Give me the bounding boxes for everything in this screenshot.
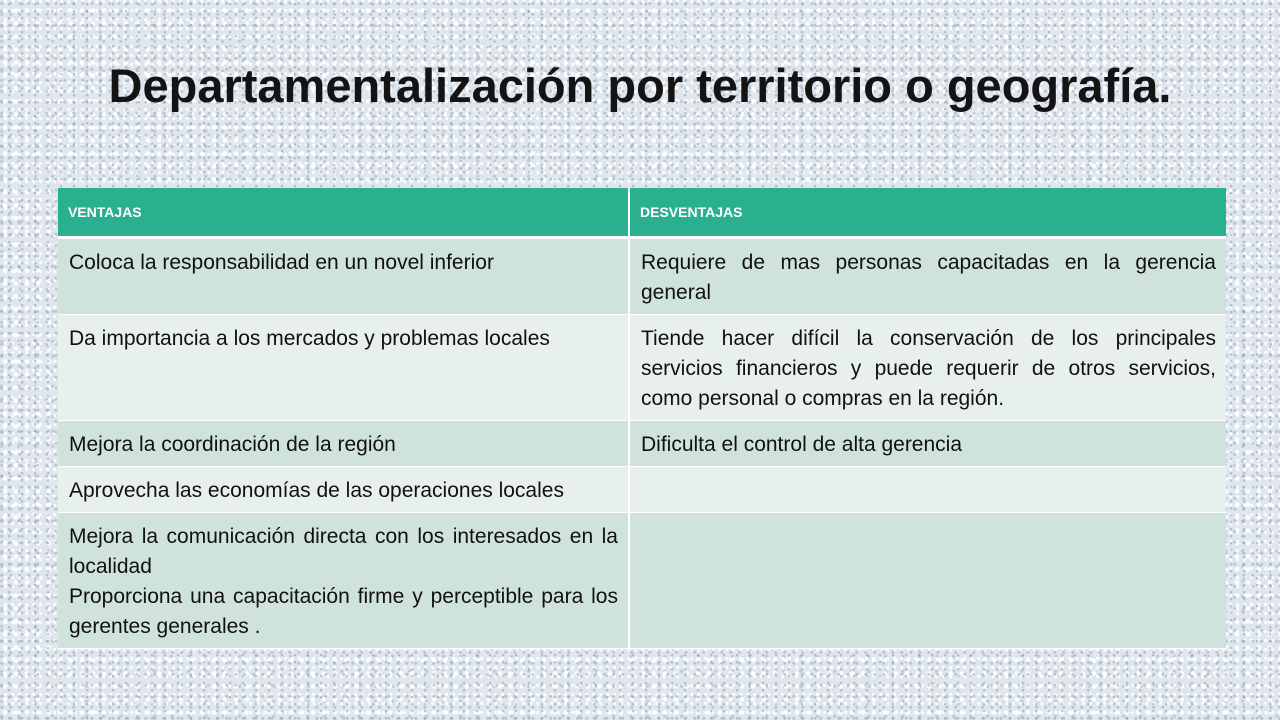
ventaja-text: Mejora la comunicación directa con los interesados en la localidad bbox=[69, 525, 618, 578]
pros-cons-table-container bbox=[58, 188, 1226, 649]
table-header-row bbox=[58, 188, 1226, 238]
ventaja-cell bbox=[58, 467, 629, 513]
desventaja-cell bbox=[629, 513, 1226, 649]
table-row bbox=[58, 421, 1226, 467]
ventaja-cell bbox=[58, 315, 629, 421]
ventaja-cell bbox=[58, 513, 629, 649]
slide-title: Departamentalización por territorio o geografía. bbox=[108, 59, 1172, 112]
table-row bbox=[58, 467, 1226, 513]
header-ventajas: VENTAJAS bbox=[58, 188, 629, 238]
ventaja-cell bbox=[58, 238, 629, 315]
ventaja-text: Mejora la coordinación de la región bbox=[69, 433, 396, 456]
desventaja-cell: Dificulta el control de alta gerencia bbox=[629, 421, 1226, 467]
desventaja-cell: Requiere de mas personas capacitadas en la gerencia general bbox=[629, 238, 1226, 315]
header-desventajas: DESVENTAJAS bbox=[629, 188, 1226, 238]
ventaja-text: Aprovecha las economías de las operaciones locales bbox=[69, 479, 564, 502]
pros-cons-table bbox=[58, 188, 1226, 649]
ventaja-text: Proporciona una capacitación firme y perceptible para los gerentes generales . bbox=[69, 585, 618, 638]
desventaja-cell bbox=[629, 467, 1226, 513]
table-row bbox=[58, 315, 1226, 421]
table-row bbox=[58, 238, 1226, 315]
ventaja-text: Da importancia a los mercados y problemas locales bbox=[69, 327, 550, 350]
table-row bbox=[58, 513, 1226, 649]
ventaja-cell bbox=[58, 421, 629, 467]
desventaja-cell: Tiende hacer difícil la conservación de los principales servicios financieros y puede requerir de otros servicios, como personal o compras en la región. bbox=[629, 315, 1226, 421]
ventaja-text: Coloca la responsabilidad en un novel inferior bbox=[69, 251, 494, 274]
